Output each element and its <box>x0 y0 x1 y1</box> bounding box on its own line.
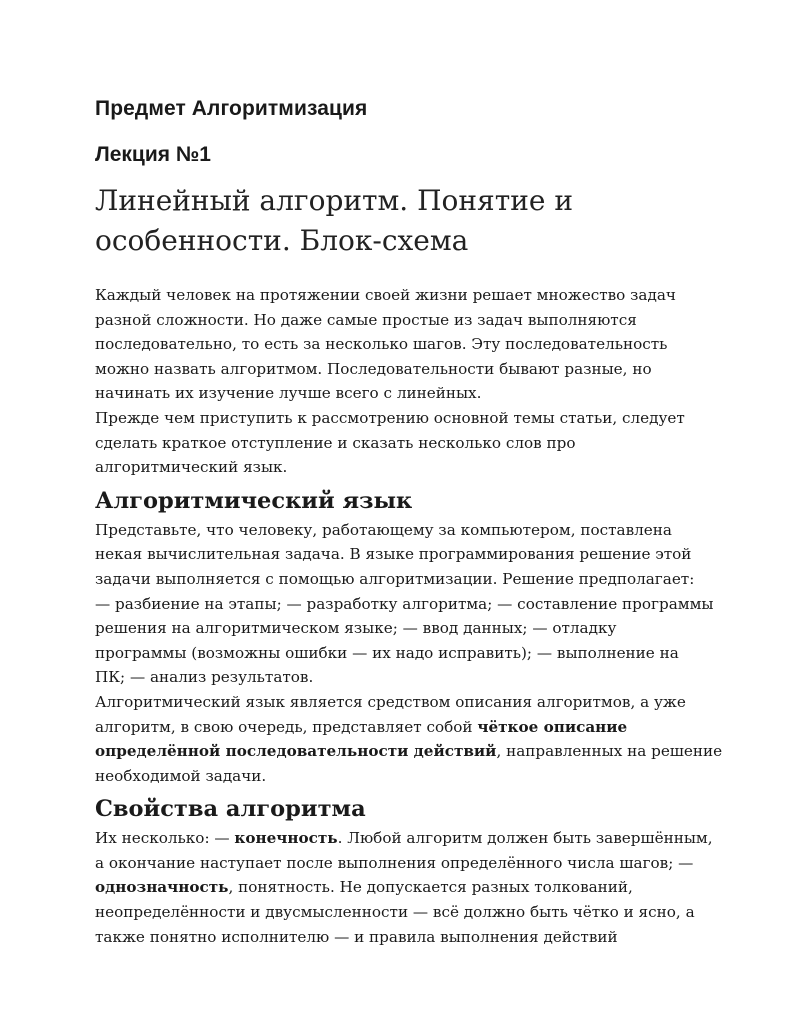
document-page <box>95 93 723 949</box>
text-fragment: Их несколько: — <box>95 829 235 848</box>
text-line: некая вычислительная задача. В языке программирования решение этой <box>95 545 692 564</box>
bold-text: однозначность <box>95 878 229 897</box>
text-line: Алгоритмический язык является средством описания алгоритмов, а уже <box>95 692 686 711</box>
bold-text: конечность <box>234 829 338 848</box>
text-line: алгоритмический язык. <box>95 458 288 477</box>
text-line: сделать краткое отступление и сказать несколько слов про <box>95 433 576 452</box>
text-fragment: . Любой алгоритм должен быть завершённым, <box>337 829 713 848</box>
article-title-line-1: Линейный алгоритм. Понятие и <box>95 184 573 217</box>
section-algorithmic-language-body <box>95 518 723 789</box>
text-line: — разбиение на этапы; — разработку алгоритма; — составление программы <box>95 594 714 613</box>
text-line: начинать их изучение лучше всего с линейных. <box>95 384 482 403</box>
text-line <box>95 715 715 740</box>
text-line: можно назвать алгоритмом. Последовательности бывают разные, но <box>95 359 652 378</box>
text-line: а окончание наступает после выполнения определённого числа шагов; — <box>95 853 694 872</box>
text-line: разной сложности. Но даже самые простые из задач выполняются <box>95 310 637 329</box>
text-line: неопределённости и двусмысленности — всё должно быть чётко и ясно, а <box>95 903 695 922</box>
section-heading-algorithmic-language: Алгоритмический язык <box>95 487 413 514</box>
text-line: Каждый человек на протяжении своей жизни решает множество задач <box>95 286 676 304</box>
text-line <box>95 826 715 851</box>
text-line <box>95 875 715 900</box>
text-fragment: , направленных на решение <box>496 742 723 761</box>
text-line: решения на алгоритмическом языке; — ввод данных; — отладку <box>95 619 617 638</box>
article-title-line-2: особенности. Блок-схема <box>95 224 469 257</box>
text-line: Прежде чем приступить к рассмотрению основной темы статьи, следует <box>95 408 685 427</box>
text-line: ПК; — анализ результатов. <box>95 668 314 687</box>
section-algorithm-properties-body <box>95 826 715 949</box>
text-line: также понятно исполнителю — и правила выполнения действий <box>95 927 618 946</box>
intro-paragraph <box>95 283 715 480</box>
lecture-heading: Лекция №1 <box>95 143 211 166</box>
bold-text: чёткое описание <box>477 717 628 736</box>
section-heading-algorithm-properties: Свойства алгоритма <box>95 796 366 823</box>
bold-text: определённой последовательности действий <box>95 742 497 761</box>
text-line <box>95 739 723 764</box>
article-title <box>95 181 715 261</box>
text-line: необходимой задачи. <box>95 766 267 785</box>
text-line: Представьте, что человеку, работающему за компьютером, поставлена <box>95 520 672 539</box>
text-line: программы (возможны ошибки — их надо исправить); — выполнение на <box>95 643 679 662</box>
text-line: задачи выполняется с помощью алгоритмизации. Решение предполагает: <box>95 569 695 588</box>
text-fragment: алгоритм, в свою очередь, представляет собой <box>95 717 478 736</box>
subject-heading: Предмет Алгоритмизация <box>95 97 368 120</box>
text-fragment: , понятность. Не допускается разных толкований, <box>228 878 633 897</box>
text-line: последовательно, то есть за несколько шагов. Эту последовательность <box>95 335 668 354</box>
